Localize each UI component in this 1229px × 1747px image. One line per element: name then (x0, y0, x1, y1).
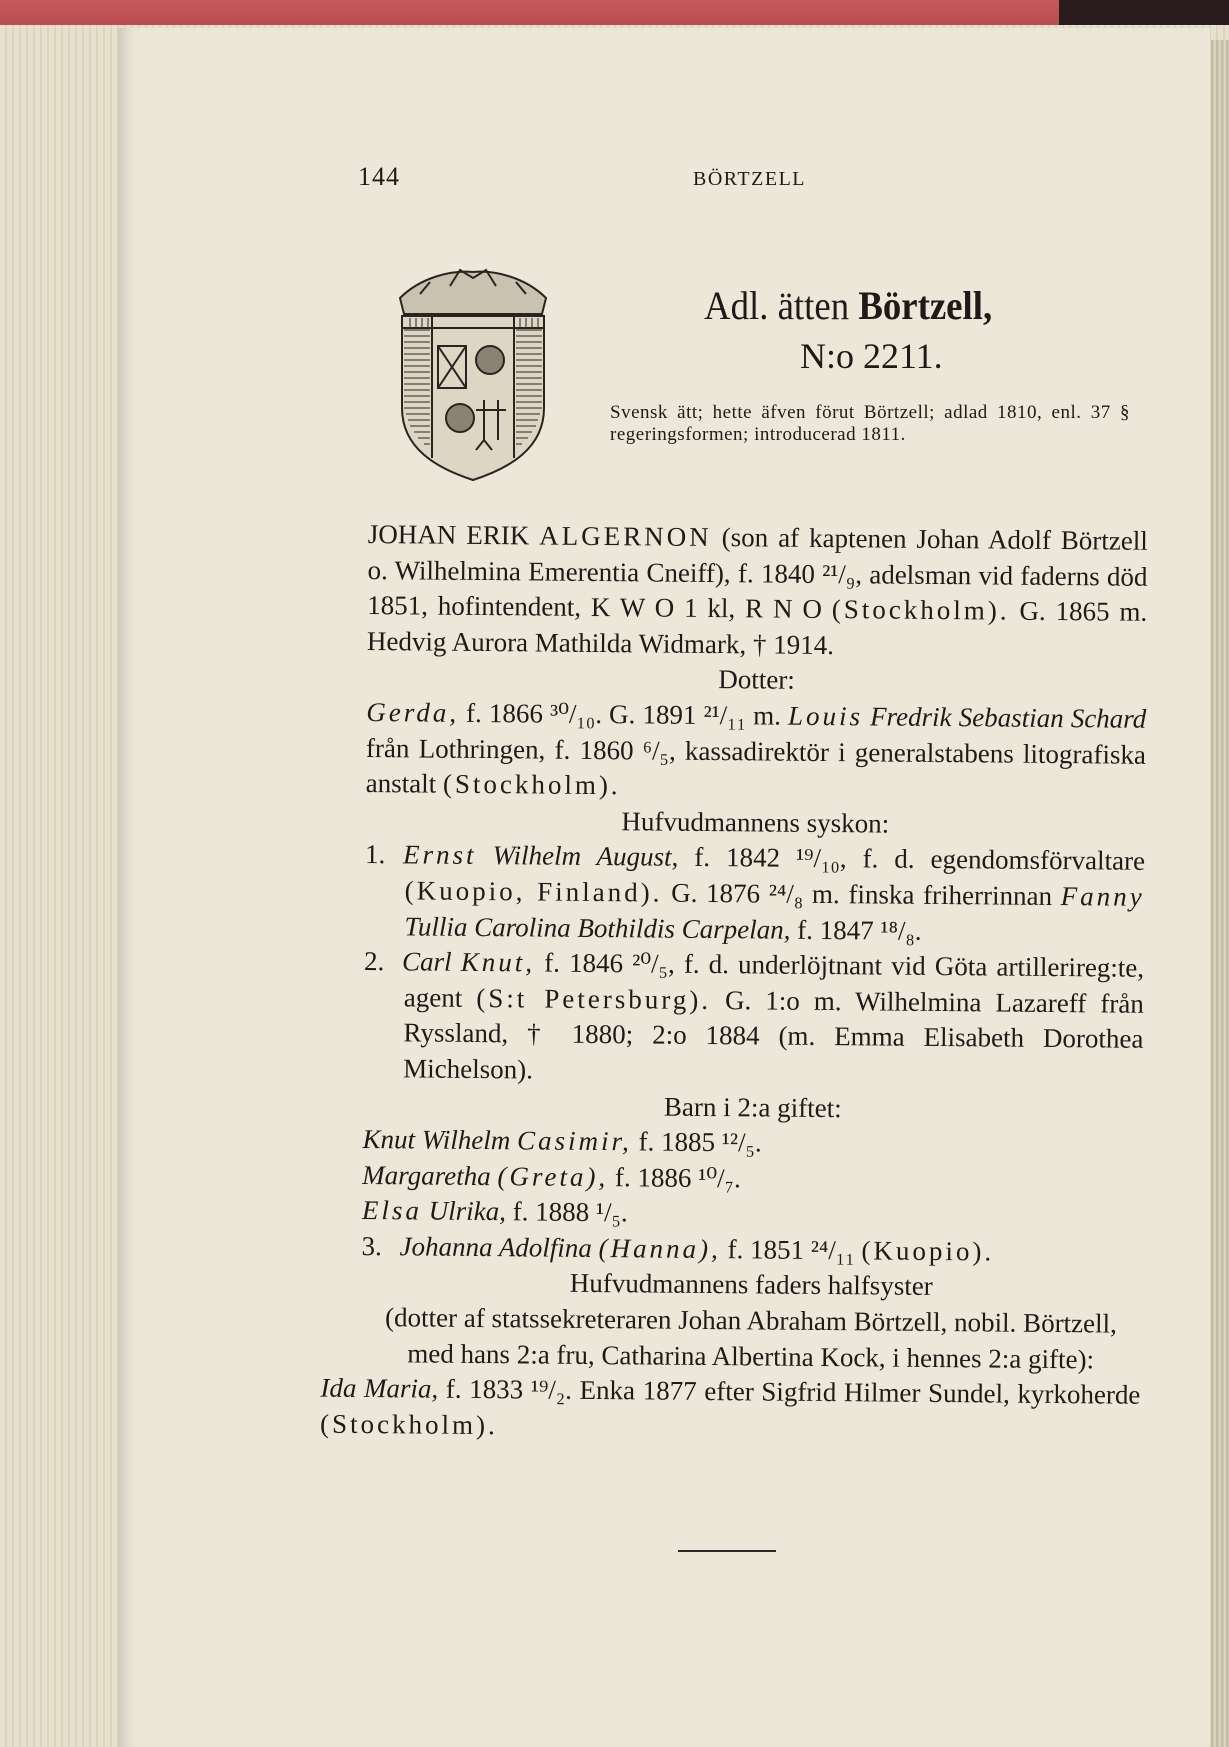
half-sister-text: f. 1833 ¹⁹/₂. Enka 1877 efter Sigfrid Hilmer Sundel, kyrkoherde (445, 1373, 1141, 1411)
half-sister-heading: Hufvudmannens faders halfsyster (569, 1268, 933, 1302)
sibling-2-name-italic: Carl (401, 946, 452, 977)
family-number: N:o 2211. (800, 336, 943, 376)
sibling-1-place: (Kuopio, Finland). (404, 875, 663, 908)
daughter-text2: från Lothringen, f. 1860 ⁶/₅, kassadirektör i generalstabens litografiska anstalt (365, 732, 1147, 799)
page-header (358, 162, 918, 202)
sibling-3-name-italic: Johanna Adolfina (399, 1231, 593, 1263)
main-name-spaced: ALGERNON (539, 520, 712, 552)
sibling-3-place: (Kuopio). (861, 1235, 995, 1267)
child-1-text: f. 1885 ¹²/₅. (638, 1126, 762, 1158)
half-sister-name: Ida Maria, (320, 1372, 439, 1404)
family-name: Börtzell, (858, 283, 993, 328)
sibling-2 (363, 944, 1144, 1093)
half-sister-description: (dotter af statssekreteraren Johan Abraham Börtzell, nobil. Börtzell, med hans 2:a fru, Catharina Albertina Kock, i hennes 2:a gifte): (384, 1302, 1117, 1375)
sibling-2-place: (S:t Petersburg). (476, 982, 712, 1015)
page-stack-right (1207, 40, 1229, 1747)
child-3-italic: Ulrika, (428, 1195, 507, 1227)
child-1-spaced: Casimir, (516, 1125, 632, 1157)
husband-name-rest: Fredrik Sebastian Schard (870, 701, 1147, 734)
main-marriage: G. 1865 m. Hedvig Aurora Mathilda Widmark, † 1914. (366, 595, 1148, 660)
sibling-1-num: 1. (364, 839, 386, 870)
sibling-1-text2: G. 1876 ²⁴/₈ m. finska friherrinnan (671, 877, 1053, 911)
main-place: (Stockholm). (831, 594, 1010, 626)
sibling-3-num: 3. (361, 1230, 383, 1262)
sibling-2-name-spaced: Knut, (460, 946, 536, 978)
end-rule (678, 1550, 776, 1552)
sibling-2-text: f. 1846 ²⁰/₅, f. d. underlöjtnant vid Göta artillerireg:te, agent (403, 947, 1145, 1013)
husband-name-spaced: Louis (787, 700, 864, 732)
page-number: 144 (358, 162, 400, 191)
siblings-heading: Hufvudmannens syskon: (621, 805, 890, 839)
half-sister-place: (Stockholm). (319, 1408, 498, 1441)
family-note: Svensk ätt; hette äfven förut Börtzell; adlad 1810, enl. 37 § regeringsformen; introducerad 1811. (610, 402, 1130, 445)
sibling-3-text: f. 1851 ²⁴/₁₁ (727, 1234, 855, 1266)
child-3-spaced: Elsa (361, 1195, 423, 1226)
sibling-3 (361, 1229, 1141, 1271)
sibling-1-spouse-spaced: Fanny (1060, 880, 1145, 912)
family-title (704, 282, 992, 329)
sibling-1-text3: f. 1847 ¹⁸/₈. (797, 914, 922, 946)
sibling-1-text: f. 1842 ¹⁹/₁₀, f. d. egendomsförvaltare (694, 842, 1146, 877)
children-heading: Barn i 2:a giftet: (663, 1091, 842, 1123)
daughter-place: (Stockholm). (442, 768, 621, 801)
title-prefix: Adl. ätten (704, 283, 850, 328)
child-2-spaced: (Greta), (497, 1160, 609, 1192)
sibling-1-name-italic: Wilhelm August, (492, 840, 679, 873)
child-2-text: f. 1886 ¹⁰/₇. (614, 1161, 741, 1193)
running-head: BÖRTZELL (693, 168, 807, 190)
child-3-text: f. 1888 ¹/₅. (512, 1196, 628, 1228)
sibling-1 (364, 837, 1145, 951)
main-name-caps: JOHAN ERIK (367, 518, 530, 551)
sibling-1-name-spaced: Ernst (402, 839, 477, 871)
sibling-1-spouse-italic: Tullia Carolina Bothildis Carpelan, (404, 910, 791, 945)
sibling-2-text2: G. 1:o m. Wilhelmina Lazareff från Ryssland, † 1880; 2:o 1884 (m. Emma Elisabeth Dorothea Michelson). (403, 984, 1144, 1085)
main-entry (367, 517, 1148, 666)
sibling-3-name-spaced: (Hanna), (598, 1232, 721, 1264)
daughter-text1: f. 1866 ³⁰/₁₀. G. 1891 ²¹/₁₁ m. (466, 697, 782, 731)
half-sister-entry (320, 1371, 1141, 1449)
sibling-2-num: 2. (363, 946, 385, 977)
coat-of-arms-icon (380, 258, 566, 488)
child-2-italic: Margaretha (362, 1159, 491, 1191)
daughter-name: Gerda, (366, 696, 460, 728)
daughter-heading: Dotter: (718, 664, 795, 696)
genealogy-text (319, 517, 1148, 1449)
child-1-italic: Knut Wilhelm (362, 1124, 511, 1156)
daughter-entry (366, 695, 1147, 809)
main-text: (son af kaptenen Johan Adolf Börtzell o. Wilhelmina Emerentia Cneiff), f. 1840 ²¹/₉, adelsman vid faderns död 1851, hofintendent, K W O 1 kl, R N O (367, 522, 1148, 625)
